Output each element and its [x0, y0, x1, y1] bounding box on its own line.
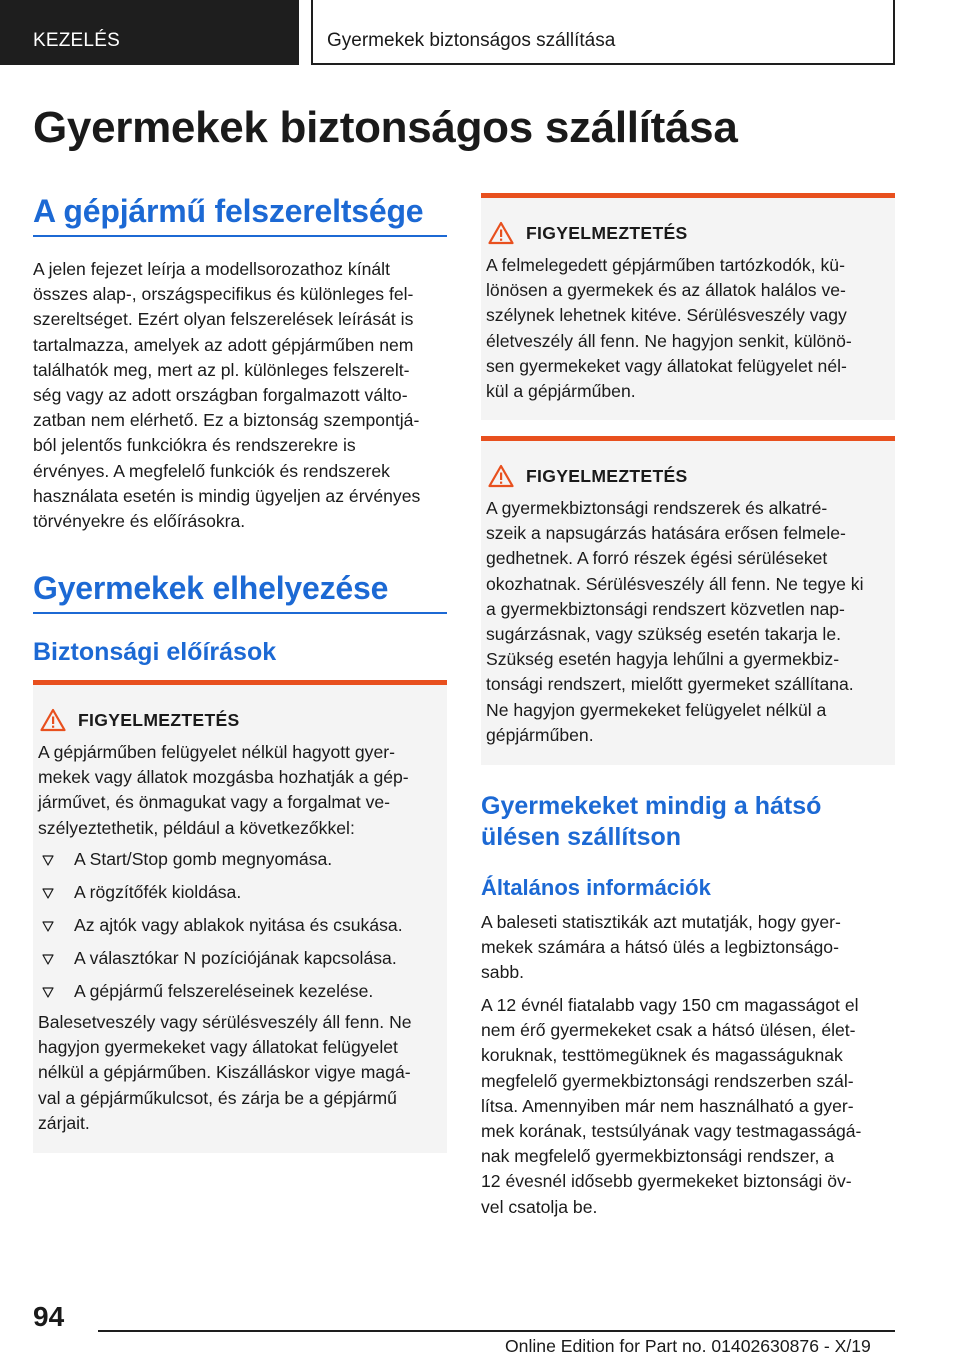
text-line: szélynek lehetnek kitéve. Sérülésveszély vagy [486, 305, 847, 326]
bullet-triangle-icon [42, 920, 54, 932]
info-paragraph-2 [481, 993, 895, 1220]
text-line: A gyermekbiztonsági rendszerek és alkatré- [486, 498, 828, 518]
bullet-triangle-icon [42, 953, 54, 965]
text-line: koruknak, testtömegüknek és magasságuknak [481, 1045, 843, 1066]
text-line: mek korának, testsúlyának vagy testmagasságá- [481, 1121, 862, 1142]
text-line: vel csatolja be. [481, 1196, 598, 1217]
text-line: a gyermekbiztonsági rendszert közvetlen nap- [486, 598, 845, 619]
bullet-triangle-icon [42, 854, 54, 866]
text-line: zatban nem elérhető. Ez a biztonság szempontjá- [33, 410, 420, 431]
text-line: mekek vagy állatok mozgásba hozhatják a gép- [38, 767, 409, 788]
text-line: törvényekre és előírásokra. [33, 511, 246, 532]
equipment-paragraph [33, 257, 447, 534]
heading-line: Gyermekeket mindig a hátsó [481, 792, 822, 820]
text-line: zárjait. [38, 1112, 90, 1133]
warning-box-hot-parts [481, 436, 895, 765]
subheading-safety-rules: Biztonsági előírások [33, 638, 277, 666]
text-line: szélyeztethetik, például a következőkkel: [38, 817, 355, 838]
bullet-text: A választókar N pozíciójának kapcsolása. [74, 948, 397, 968]
warning-box-unattended [33, 680, 447, 1153]
text-line: találhatók meg, mert az pl. különleges felszerelt- [33, 359, 410, 380]
text-line: gedhetnek. A forró részek égési sérüléseket [486, 548, 828, 569]
bullet-text: Az ajtók vagy ablakok nyitása és csukása. [74, 915, 403, 935]
bullet-text: A rögzítőfék kioldása. [74, 882, 242, 902]
warning-text [486, 253, 891, 404]
warning-bar [481, 193, 895, 198]
text-line: nem érő gyermekeket csak a hátsó ülésen, élet- [481, 1020, 856, 1041]
text-line: megfelelő gyermekbiztonsági rendszerben szál- [481, 1070, 854, 1091]
page-number: 94 [33, 1301, 65, 1332]
section-rule [33, 612, 447, 614]
text-line: ból jelentős funkciókra és rendszerekre is [33, 435, 356, 456]
text-line: A gépjárműben felügyelet nélkül hagyott gyer- [38, 742, 395, 762]
text-line: érvényes. A megfelelő funkciók és rendszerek [33, 460, 390, 481]
text-line: Ne hagyjon gyermekeket felügyelet nélkül a [486, 699, 827, 720]
footer-edition: Online Edition for Part no. 01402630876 - X/19 [505, 1336, 871, 1356]
bullet-triangle-icon [42, 986, 54, 998]
text-line: összes alap-, országspecifikus és különleges fel- [33, 284, 414, 305]
text-line: 12 évesnél idősebb gyermekeket biztonsági öv- [481, 1171, 852, 1192]
bullet-text: A Start/Stop gomb megnyomása. [74, 849, 333, 869]
warning-text [486, 496, 891, 748]
text-line: lönösen a gyermekek és az állatok halálos ve- [486, 280, 846, 301]
text-line: gépjárműben. [486, 724, 594, 745]
warning-triangle-icon [488, 221, 514, 245]
text-line: A baleseti statisztikák azt mutatják, hogy gyer- [481, 912, 841, 932]
text-line: Szükség esetén hagyja lehűlni a gyermekbiz- [486, 649, 840, 670]
warning-triangle-icon [40, 708, 66, 732]
info-paragraph-1 [481, 910, 895, 986]
text-line: kül a gépjárműben. [486, 381, 636, 402]
warning-bar [481, 436, 895, 441]
text-line: val a gépjárműkulcsot, és zárja be a gépjármű [38, 1087, 397, 1108]
text-line: szereltséget. Ezért olyan felszerelések leírását is [33, 309, 414, 330]
section-heading-equipment: A gépjármű felszereltsége [33, 193, 424, 229]
text-line: szeik a napsugárzás hatására erősen felmele- [486, 523, 846, 544]
warning-triangle-icon [488, 464, 514, 488]
text-line: tonsági rendszert, mielőtt gyermeket szállítana. [486, 674, 854, 695]
warning-intro [38, 740, 443, 841]
page-title: Gyermekek biztonságos szállítása [33, 103, 738, 152]
chapter-tab [0, 0, 299, 65]
text-line: nélkül a gépjárműben. Kiszálláskor vigye magá- [38, 1062, 411, 1083]
warning-bar [33, 680, 447, 685]
bullet-text: A gépjármű felszereléseinek kezelése. [74, 981, 374, 1001]
warning-title: FIGYELMEZTETÉS [526, 465, 688, 486]
warning-box-heat [481, 193, 895, 420]
text-line: ség vagy az adott országban forgalmazott válto- [33, 385, 408, 406]
text-line: életveszély áll fenn. Ne hagyjon senkit, különö- [486, 330, 852, 351]
text-line: használata esetén is mindig ügyeljen az érvényes [33, 485, 421, 506]
text-line: sen gyermekeket vagy állatokat felügyelet nél- [486, 355, 847, 376]
chapter-label: KEZELÉS [33, 30, 120, 51]
text-line: nak megfelelő gyermekbiztonsági rendszer, a [481, 1146, 835, 1167]
warning-title: FIGYELMEZTETÉS [526, 222, 688, 243]
text-line: A felmelegedett gépjárműben tartózkodók, kü- [486, 255, 845, 275]
warning-title: FIGYELMEZTETÉS [78, 709, 240, 730]
text-line: okozhatnak. Sérülésveszély áll fenn. Ne tegye ki [486, 573, 864, 594]
text-line: A jelen fejezet leírja a modellsorozathoz kínált [33, 259, 390, 279]
text-line: hagyjon gyermekeket vagy állatokat felügyelet [38, 1037, 398, 1058]
heading-line: ülésen szállítson [481, 823, 682, 851]
section-rule [33, 235, 447, 237]
topic-label: Gyermekek biztonságos szállítása [327, 30, 616, 51]
subheading-general-info: Általános információk [481, 875, 711, 900]
bullet-triangle-icon [42, 887, 54, 899]
text-line: mekek számára a hátsó ülés a legbiztonságo- [481, 937, 839, 958]
footer-rule [98, 1330, 895, 1332]
subheading-rear-seat [481, 791, 821, 853]
text-line: tartalmazza, amelyek az adott gépjárműben nem [33, 334, 414, 355]
topic-tab [311, 0, 895, 65]
text-line: sugárzásnak, vagy szükség esetén takarja le. [486, 624, 842, 645]
text-line: A 12 évnél fiatalabb vagy 150 cm magasságot el [481, 995, 859, 1015]
section-heading-placement: Gyermekek elhelyezése [33, 570, 389, 606]
text-line: járművet, és önmagukat vagy a forgalmat ve- [38, 792, 391, 813]
text-line: Balesetveszély vagy sérülésveszély áll fenn. Ne [38, 1012, 412, 1032]
text-line: sabb. [481, 962, 525, 983]
text-line: lítsa. Amennyiben már nem használható a gyer- [481, 1095, 854, 1116]
warning-outro [38, 1010, 443, 1136]
